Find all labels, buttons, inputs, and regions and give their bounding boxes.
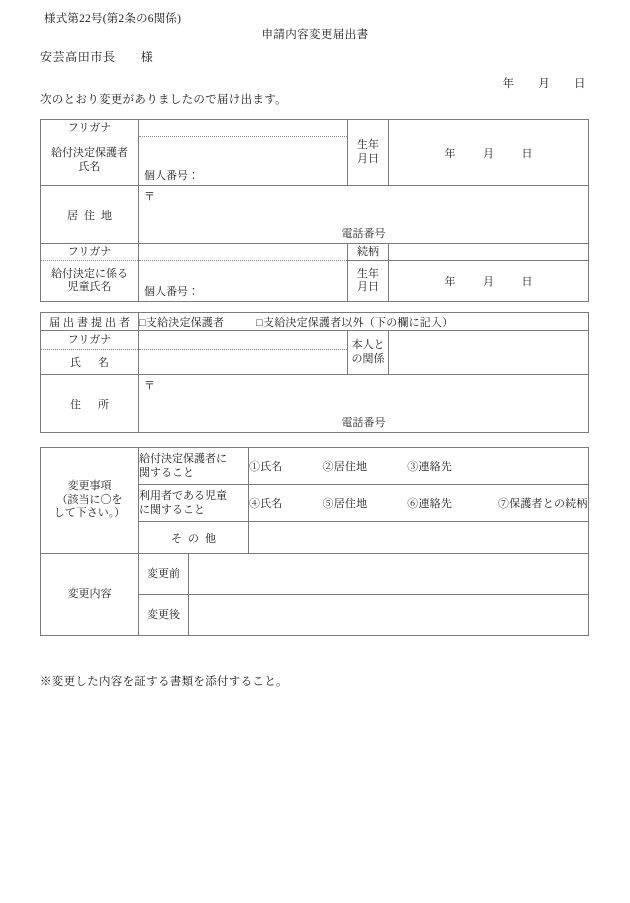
change-guardian-label-line1: 給付決定保護者に xyxy=(139,452,227,465)
change-after-label: 変更後 xyxy=(139,595,189,636)
change-item-5[interactable]: ⑤居住地 xyxy=(322,498,368,510)
guardian-personal-number-label: 個人番号： xyxy=(144,170,199,182)
guardian-birth-label-line2: 月日 xyxy=(357,152,379,165)
change-items-label-line3: して下さい。） xyxy=(53,507,126,520)
change-other-label: その他 xyxy=(139,522,249,554)
child-name-field[interactable] xyxy=(139,261,348,302)
change-before-label: 変更前 xyxy=(139,554,189,595)
child-birthdate-field[interactable] xyxy=(389,261,589,302)
submitter-furigana-field[interactable] xyxy=(139,331,348,350)
submitter-name-label: 氏 名 xyxy=(41,350,139,375)
change-before-field[interactable] xyxy=(189,554,589,595)
change-items-label-line1: 変更事項 xyxy=(67,480,112,493)
residence-label: 居住地 xyxy=(41,186,139,244)
form-number: 様式第22号(第2条の6関係) xyxy=(44,13,182,25)
guardian-furigana-label: フリガナ xyxy=(41,120,139,137)
change-item-1[interactable]: ①氏名 xyxy=(249,461,283,473)
submitter-name-field[interactable] xyxy=(139,350,348,375)
change-details-table xyxy=(40,447,589,636)
guardian-name-field[interactable] xyxy=(139,136,348,186)
change-item-6[interactable]: ⑥連絡先 xyxy=(407,498,453,510)
change-items-section-label xyxy=(41,448,139,554)
change-after-field[interactable] xyxy=(189,595,589,636)
submitter-relation-label xyxy=(348,331,389,375)
change-item-4[interactable]: ④氏名 xyxy=(249,498,283,510)
guardian-birth-label-line1: 生年 xyxy=(357,139,379,152)
checkbox-guardian[interactable]: □支給決定保護者 xyxy=(139,316,225,329)
guardian-birth-day: 日 xyxy=(521,147,533,160)
change-guardian-items xyxy=(249,448,589,485)
child-furigana-field[interactable] xyxy=(139,244,348,261)
submitter-address-label: 住 所 xyxy=(41,375,139,433)
change-guardian-label xyxy=(139,448,249,485)
change-guardian-label-line2: 関すること xyxy=(139,467,194,479)
lead-sentence: 次のとおり変更がありましたので届け出ます。 xyxy=(40,94,287,106)
footnote: ※変更した内容を証する書類を添付すること。 xyxy=(40,676,288,688)
child-birth-label-line1: 生年 xyxy=(357,267,379,280)
submitter-label: 届出書提出者 xyxy=(41,313,139,331)
guardian-info-table xyxy=(40,119,589,302)
table-row-residence xyxy=(41,186,589,244)
guardian-birth-label xyxy=(348,120,389,186)
guardian-birth-year: 年 xyxy=(444,147,456,160)
child-birth-month: 月 xyxy=(483,276,494,288)
child-birth-year: 年 xyxy=(444,276,456,288)
guardian-furigana-field[interactable] xyxy=(139,120,348,137)
page-title: 申請内容変更届出書 xyxy=(261,29,369,41)
table-row-change-guardian xyxy=(41,448,589,485)
table-row-change-before xyxy=(41,554,589,595)
table-row-guardian-furigana xyxy=(41,120,589,137)
change-child-label-line1: 利用者である児童 xyxy=(139,489,227,502)
submitter-type-choices xyxy=(139,313,589,331)
guardian-birth-month: 月 xyxy=(483,147,494,160)
child-birth-label xyxy=(348,261,389,302)
child-name-label-line2: 児童氏名 xyxy=(67,281,112,293)
addressee: 安芸高田市長 様 xyxy=(40,50,154,64)
residence-phone-label: 電話番号 xyxy=(341,228,386,240)
change-item-2[interactable]: ②居住地 xyxy=(322,461,368,473)
guardian-birthdate-field[interactable] xyxy=(389,120,589,186)
child-name-label xyxy=(41,261,139,302)
submitter-info-table xyxy=(40,312,589,433)
checkbox-other[interactable]: □支給決定保護者以外（下の欄に記入） xyxy=(256,316,454,329)
table-row-submitter-type xyxy=(41,313,589,331)
submission-date-line xyxy=(503,75,587,91)
submitter-furigana-label: フリガナ xyxy=(41,331,139,350)
change-items-label-line2: （該当に〇を xyxy=(56,493,123,506)
child-birth-day: 日 xyxy=(521,276,533,288)
table-row-child-name xyxy=(41,261,589,302)
child-relation-field[interactable] xyxy=(389,244,589,261)
child-furigana-label: フリガナ xyxy=(41,244,139,261)
child-name-label-line1: 給付決定に係る xyxy=(51,267,128,280)
submitter-relation-field[interactable] xyxy=(389,331,589,375)
table-row-submitter-address xyxy=(41,375,589,433)
child-personal-number-label: 個人番号： xyxy=(144,286,199,298)
submitter-postal-mark-icon: 〒 xyxy=(144,380,155,392)
guardian-name-label-line2: 氏名 xyxy=(78,160,101,173)
guardian-name-label-line1: 給付決定保護者 xyxy=(51,147,128,160)
change-child-label xyxy=(139,485,249,522)
guardian-name-label xyxy=(41,136,139,186)
date-year-label: 年 xyxy=(502,78,515,90)
change-content-section-label: 変更内容 xyxy=(41,554,139,636)
date-day-label: 日 xyxy=(574,78,586,90)
residence-field[interactable] xyxy=(139,186,589,244)
date-month-label: 月 xyxy=(538,78,551,90)
child-relation-label: 続柄 xyxy=(348,244,389,261)
submitter-address-field[interactable] xyxy=(139,375,589,433)
change-child-items xyxy=(249,485,589,522)
child-birth-label-line2: 月日 xyxy=(357,281,379,293)
postal-mark-icon: 〒 xyxy=(144,191,155,203)
table-row-submitter-furigana xyxy=(41,331,589,350)
submitter-relation-label-line2: の関係 xyxy=(351,352,385,365)
table-row-child-furigana xyxy=(41,244,589,261)
change-item-7[interactable]: ⑦保護者との続柄 xyxy=(497,498,588,510)
submitter-relation-label-line1: 本人と xyxy=(351,339,385,352)
change-child-label-line2: に関すること xyxy=(139,504,205,516)
submitter-phone-label: 電話番号 xyxy=(341,417,386,429)
change-item-3[interactable]: ③連絡先 xyxy=(407,461,453,473)
change-other-field[interactable] xyxy=(249,522,589,554)
